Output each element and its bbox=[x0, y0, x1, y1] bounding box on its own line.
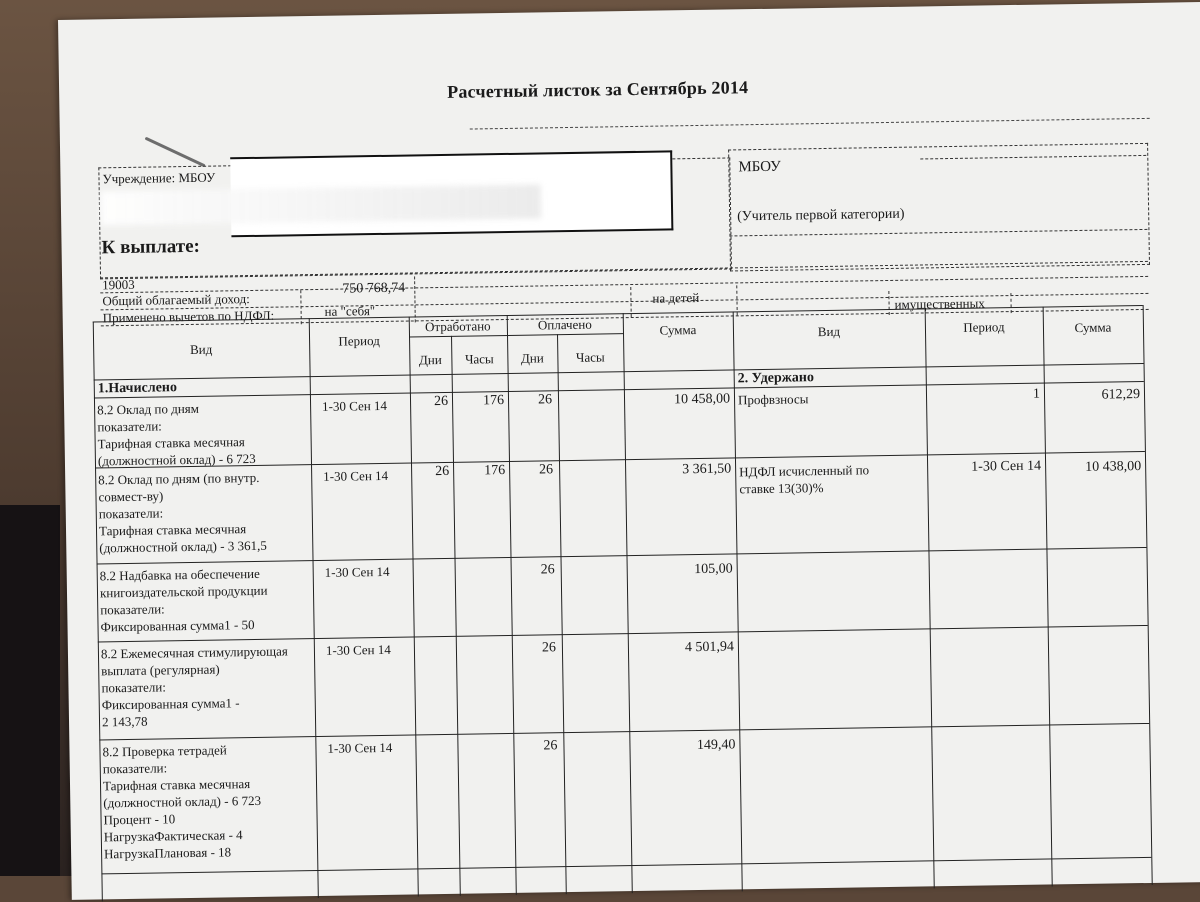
org-name: МБОУ bbox=[738, 158, 781, 176]
dotted-line bbox=[470, 118, 1150, 130]
property-deduction-label: имущественных bbox=[894, 295, 985, 312]
accrued-row-3-sum: 105,00 bbox=[694, 561, 733, 578]
accrued-row-1-paid-days: 26 bbox=[537, 392, 553, 408]
accrued-row-2-paid-days: 26 bbox=[539, 462, 554, 478]
col-header-vid-right: Вид bbox=[817, 323, 841, 340]
accrued-row-4-period: 1-30 Сен 14 bbox=[325, 641, 391, 658]
accrued-row-3-period: 1-30 Сен 14 bbox=[324, 563, 390, 580]
col-header-period-right: Период bbox=[963, 319, 1005, 335]
payslip-table bbox=[93, 305, 1174, 902]
accrued-row-2-sum: 3 361,50 bbox=[682, 461, 732, 478]
accrued-row-3-paid-days: 26 bbox=[540, 562, 555, 578]
accrued-row-4-sum: 4 501,94 bbox=[684, 639, 735, 656]
accrued-row-1-sum: 10 458,00 bbox=[673, 391, 731, 408]
table-line bbox=[94, 363, 1144, 380]
col-header-sum-right: Сумма bbox=[1074, 319, 1112, 336]
col-header-worked: Отработано bbox=[424, 318, 491, 335]
withheld-row-2-name: НДФЛ исчисленный по ставке 13(30)% bbox=[739, 462, 870, 497]
table-line bbox=[557, 334, 567, 894]
accrued-row-2-period: 1-30 Сен 14 bbox=[323, 467, 389, 484]
accrued-row-1-period: 1-30 Сен 14 bbox=[321, 397, 388, 414]
code-value: 19003 bbox=[102, 276, 135, 293]
institution-label: Учреждение: МБОУ bbox=[102, 169, 216, 187]
accrued-row-1-name: 8.2 Оклад по дням показатели: Тарифная ставка месячная (должностной оклад) - 6 723 bbox=[97, 400, 256, 469]
col-header-paid-days: Дни bbox=[520, 350, 544, 366]
taxable-income-value: 750 768,74 bbox=[342, 280, 406, 297]
col-header-paid-hours: Часы bbox=[575, 349, 605, 365]
info-row-line bbox=[100, 276, 1148, 293]
table-line bbox=[451, 336, 461, 896]
accrued-row-2-worked-days: 26 bbox=[435, 463, 450, 480]
dark-background bbox=[0, 505, 60, 876]
section-withheld: 2. Удержано bbox=[737, 370, 815, 387]
taxable-income-label: Общий облагаемый доход: bbox=[102, 291, 250, 309]
accrued-row-5-sum: 149,40 bbox=[696, 737, 736, 754]
col-header-paid: Оплачено bbox=[537, 316, 592, 333]
withheld-row-1-period: 1 bbox=[1032, 386, 1041, 402]
section-accrued: 1.Начислено bbox=[97, 380, 178, 397]
col-header-worked-hours: Часы bbox=[464, 351, 494, 367]
accrued-row-5-name: 8.2 Проверка тетрадей показатели: Тарифная ставка месячная (должностной оклад) - 6 723 Процент - 10 НагрузкаФактическая - 4 НагрузкаПлановая - 18 bbox=[102, 742, 262, 862]
accrued-row-2-worked-hours: 176 bbox=[484, 463, 506, 479]
withheld-row-2-period: 1-30 Сен 14 bbox=[971, 458, 1042, 475]
accrued-row-1-worked-hours: 176 bbox=[482, 393, 505, 409]
accrued-row-4-name: 8.2 Ежемесячная стимулирующая выплата (регулярная) показатели: Фиксированная сумма1 - 2 143,78 bbox=[100, 643, 288, 730]
accrued-row-3-name: 8.2 Надбавка на обеспечение книгоиздательской продукции показатели: Фиксированная сумма1 - 50 bbox=[99, 565, 268, 635]
col-header-vid: Вид bbox=[189, 341, 213, 357]
position-title: (Учитель первой категории) bbox=[737, 206, 905, 225]
blurred-text bbox=[101, 184, 541, 225]
accrued-row-2-name: 8.2 Оклад по дням (по внутр. совмест-ву) показатели: Тарифная ставка месячная (должностной оклад) - 3 361,5 bbox=[98, 469, 267, 556]
accrued-row-5-period: 1-30 Сен 14 bbox=[327, 739, 393, 756]
accrued-row-5-paid-days: 26 bbox=[543, 738, 558, 754]
withheld-row-1-sum: 612,29 bbox=[1101, 387, 1141, 403]
accrued-row-1-worked-days: 26 bbox=[433, 393, 449, 410]
deductions-label: Применено вычетов по НДФЛ: bbox=[102, 307, 275, 326]
col-header-sum: Сумма bbox=[659, 322, 697, 338]
header-right-box bbox=[728, 143, 1150, 272]
children-deduction-label: на детей bbox=[652, 289, 700, 306]
payable-label: К выплате: bbox=[101, 235, 201, 259]
col-header-period: Период bbox=[338, 332, 380, 349]
withheld-row-2-sum: 10 438,00 bbox=[1085, 459, 1142, 475]
payslip-sheet bbox=[58, 2, 1200, 900]
table-line bbox=[1143, 305, 1153, 885]
accrued-row-4-paid-days: 26 bbox=[541, 640, 557, 656]
staple-mark bbox=[145, 137, 206, 168]
self-deduction-label: на "себя" bbox=[324, 303, 376, 319]
document-title: Расчетный листок за Сентябрь 2014 bbox=[447, 77, 749, 102]
withheld-row-1-name: Профвзносы bbox=[737, 391, 809, 408]
col-header-worked-days: Дни bbox=[418, 352, 442, 368]
